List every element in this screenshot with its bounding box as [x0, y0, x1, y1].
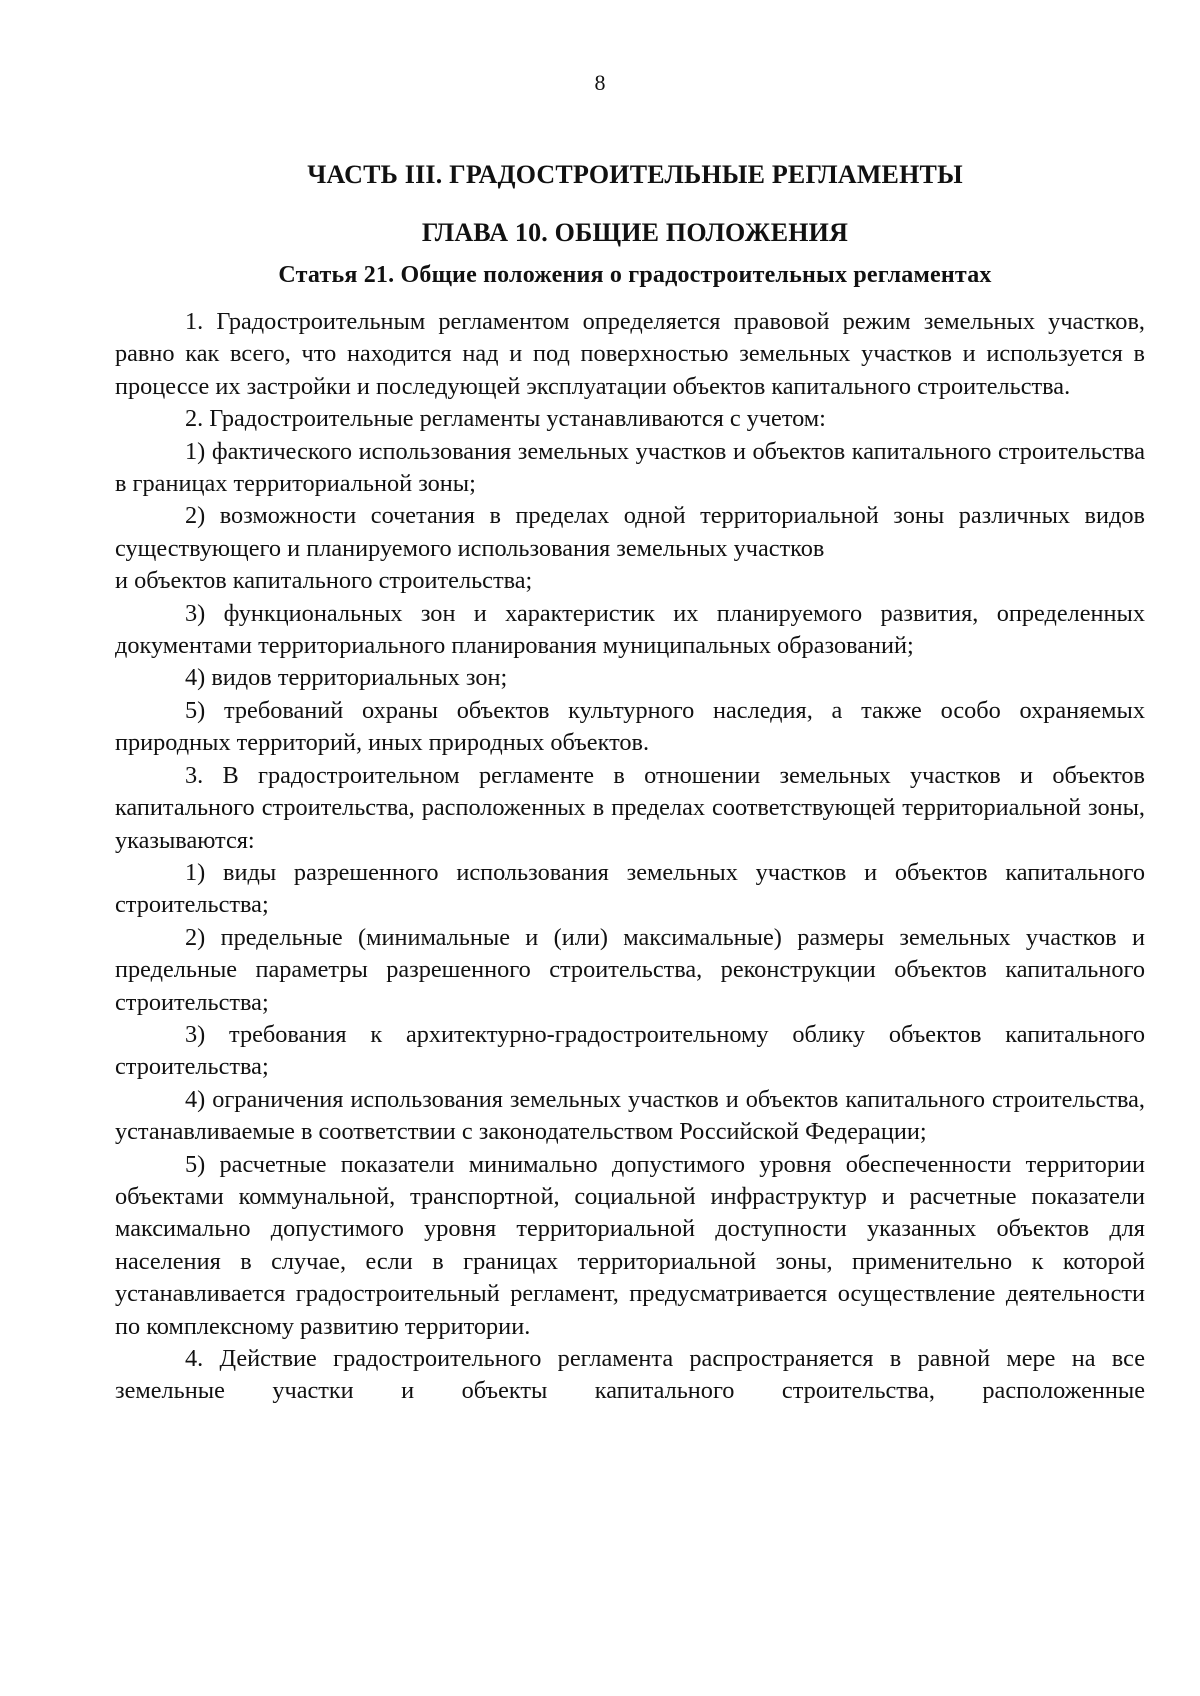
part-heading: ЧАСТЬ III. ГРАДОСТРОИТЕЛЬНЫЕ РЕГЛАМЕНТЫ	[307, 160, 963, 189]
chapter-heading: ГЛАВА 10. ОБЩИЕ ПОЛОЖЕНИЯ	[421, 218, 849, 247]
paragraph: 5) расчетные показатели минимально допустимого уровня обеспеченности территории объектами коммунальной, транспортной, социальной инфраструктур и расчетные показатели максимально допустимого уровня территориальной доступности указанных объектов для населения в случае, если в границах территориальной зоны, применительно к которой устанавливается градостроительный регламент, предусматривается осуществление деятельности по комплексному развитию территории.	[115, 1150, 1145, 1340]
paragraph: 4. Действие градостроительного регламента распространяется в равной мере на все земельные участки и объекты капитального строительства, расположенные	[115, 1345, 1145, 1405]
paragraph: 2) предельные (минимальные и (или) максимальные) размеры земельных участков и предельные параметры разрешенного строительства, реконструкции объектов капитального строительства;	[115, 923, 1145, 1016]
paragraph: и объектов капитального строительства;	[115, 567, 533, 595]
paragraph: 5) требований охраны объектов культурного наследия, а также особо охраняемых природных территорий, иных природных объектов.	[115, 696, 1145, 757]
page-number: 8	[594, 70, 606, 95]
paragraph: 2. Градостроительные регламенты устанавливаются с учетом:	[185, 405, 826, 433]
paragraph: 2) возможности сочетания в пределах одной территориальной зоны различных видов существующего и планируемого использования земельных участков	[115, 502, 1145, 562]
paragraph: 3) функциональных зон и характеристик их планируемого развития, определенных документами территориального планирования муниципальных образований;	[115, 599, 1145, 660]
paragraph: 3. В градостроительном регламенте в отношении земельных участков и объектов капитального строительства, расположенных в пределах соответствующей территориальной зоны, указываются:	[115, 761, 1145, 854]
paragraph: 4) ограничения использования земельных участков и объектов капитального строительства, устанавливаемые в соответствии с законодательством Российской Федерации;	[115, 1085, 1145, 1146]
paragraph: 4) видов территориальных зон;	[185, 664, 508, 692]
paragraph: 1) фактического использования земельных участков и объектов капитального строительства в границах территориальной зоны;	[115, 437, 1145, 498]
article-heading: Статья 21. Общие положения о градостроительных регламентах	[278, 262, 992, 288]
paragraph: 1) виды разрешенного использования земельных участков и объектов капитального строительства;	[115, 858, 1145, 919]
paragraph: 3) требования к архитектурно-градостроительному облику объектов капитального строительства;	[115, 1020, 1145, 1081]
paragraph: 1. Градостроительным регламентом определяется правовой режим земельных участков, равно как всего, что находится над и под поверхностью земельных участков и используется в процессе их застройки и последующей эксплуатации объектов капитального строительства.	[115, 308, 1145, 400]
article-body	[115, 306, 1145, 1408]
